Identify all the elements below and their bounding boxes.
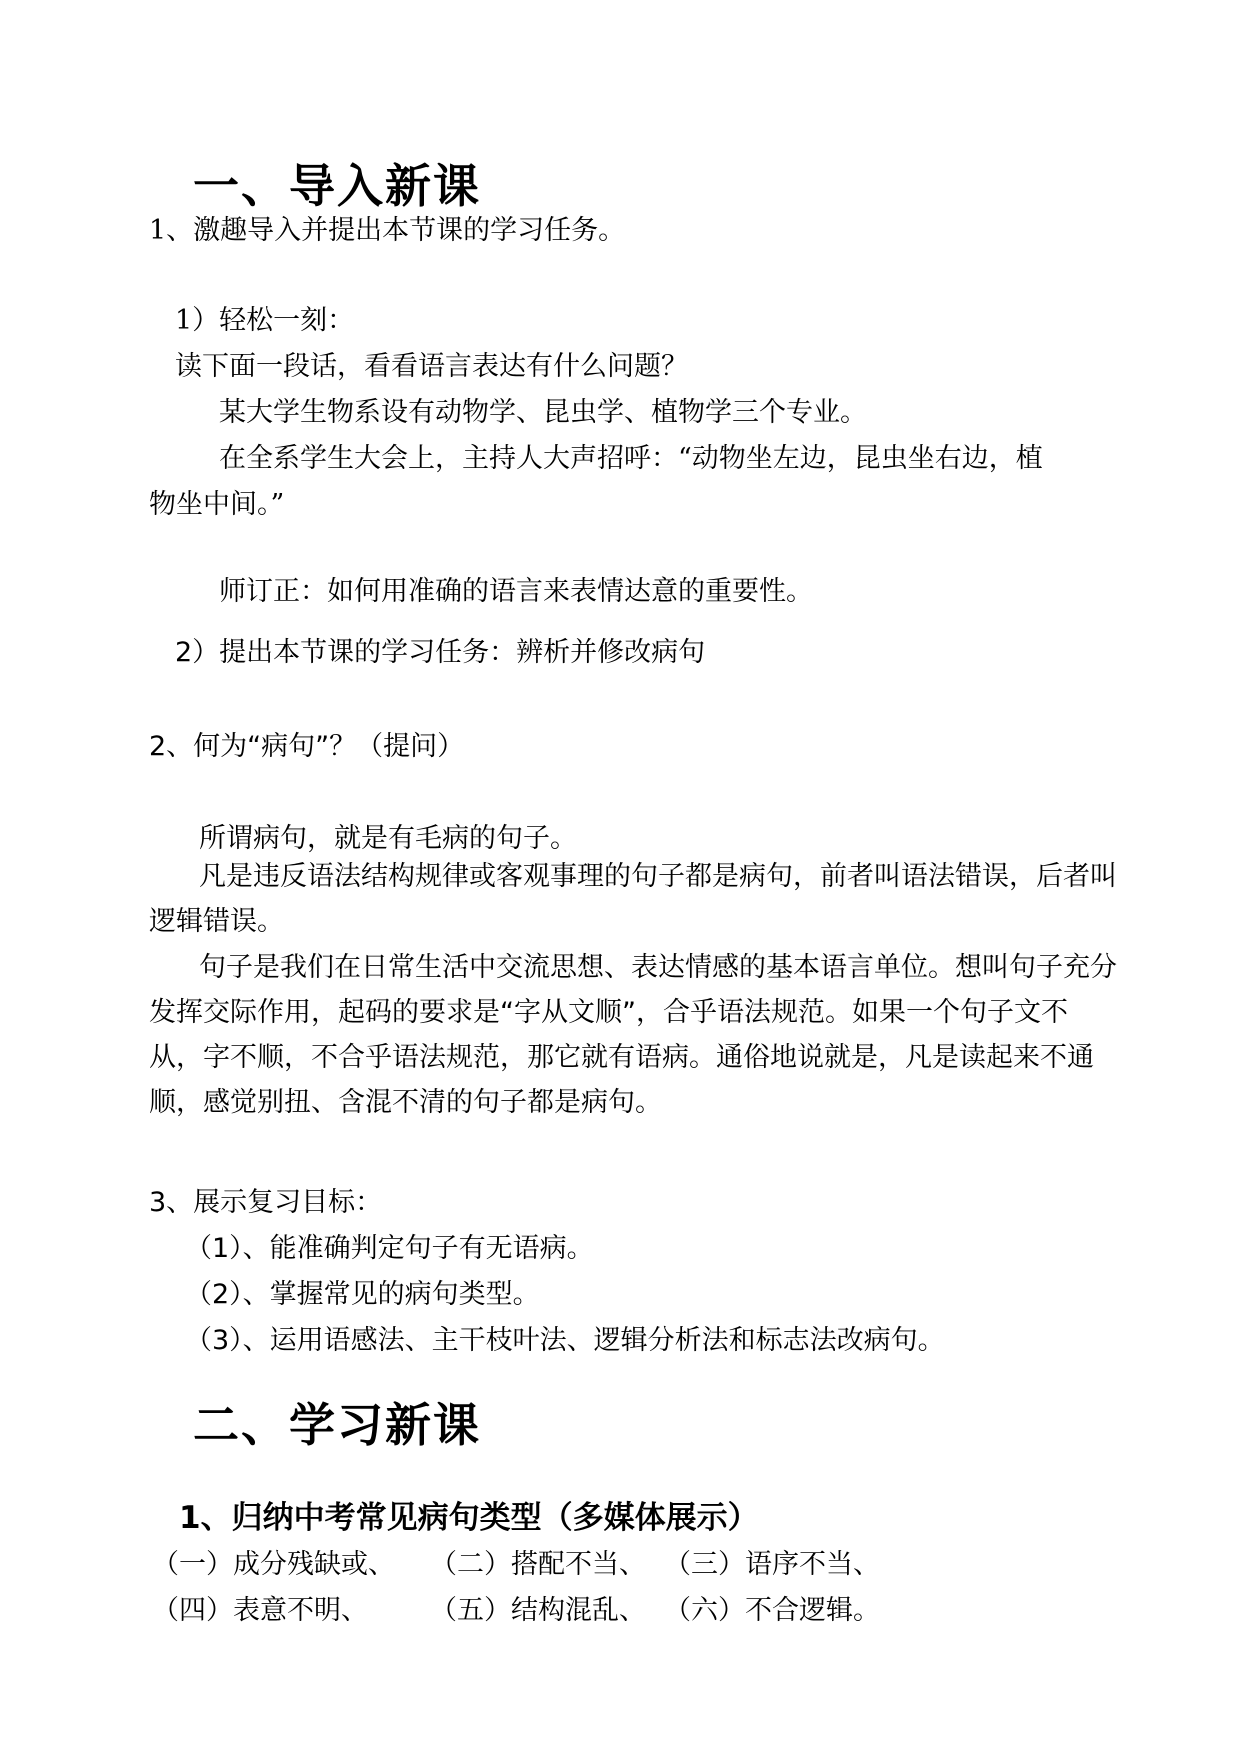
definition-text: 所谓病句，就是有毛病的句子。: [199, 823, 577, 854]
paragraph-1: 凡是违反语法结构规律或客观事理的句子都是病句，前者叫语法错误，后者叫逻辑错误。: [149, 861, 1117, 937]
type-item: （五）结构混乱、: [430, 1595, 646, 1626]
goal-item: （1）、能准确判定句子有无语病。: [185, 1233, 594, 1264]
goal-item: （2）、掌握常见的病句类型。: [185, 1279, 540, 1310]
item1-text: 1、激趣导入并提出本节课的学习任务。: [149, 215, 626, 246]
teacher-note: 师订正：如何用准确的语言来表情达意的重要性。: [219, 576, 813, 607]
story-line-3: 物坐中间。”: [149, 489, 285, 520]
goal-item: （3）、运用语感法、主干枝叶法、逻辑分析法和标志法改病句。: [185, 1325, 945, 1356]
type-item: （六）不合逻辑。: [664, 1595, 880, 1626]
story-line-2: 在全系学生大会上，主持人大声招呼：“动物坐左边，昆虫坐右边，植: [219, 443, 1043, 474]
section2-subheading: 1、归纳中考常见病句类型（多媒体展示）: [179, 1500, 759, 1536]
item2-text: 2、何为“病句”？（提问）: [149, 731, 465, 762]
paragraph-2: 句子是我们在日常生活中交流思想、表达情感的基本语言单位。想叫句子充分发挥交际作用，起码的要求是“字从文顺”，合乎语法规范。如果一个句子文不从，字不顺，不合乎语法规范，那它就有语病。通俗地说就是，凡是读起来不通顺，感觉别扭、含混不清的句子都是病句。: [149, 952, 1117, 1118]
sub2-text: 2）提出本节课的学习任务：辨析并修改病句: [175, 637, 706, 668]
type-item: （四）表意不明、: [152, 1595, 368, 1626]
type-item: （一）成分残缺或、: [152, 1549, 395, 1580]
section2-heading: 二、学习新课: [193, 1398, 481, 1452]
sub1-label: 1）轻松一刻：: [175, 305, 355, 336]
type-item: （三）语序不当、: [664, 1549, 880, 1580]
type-item: （二）搭配不当、: [430, 1549, 646, 1580]
section1-heading: 一、导入新课: [193, 159, 481, 213]
sub1-prompt: 读下面一段话，看看语言表达有什么问题？: [175, 351, 688, 382]
story-line-1: 某大学生物系设有动物学、昆虫学、植物学三个专业。: [219, 397, 867, 428]
item3-text: 3、展示复习目标：: [149, 1187, 383, 1218]
